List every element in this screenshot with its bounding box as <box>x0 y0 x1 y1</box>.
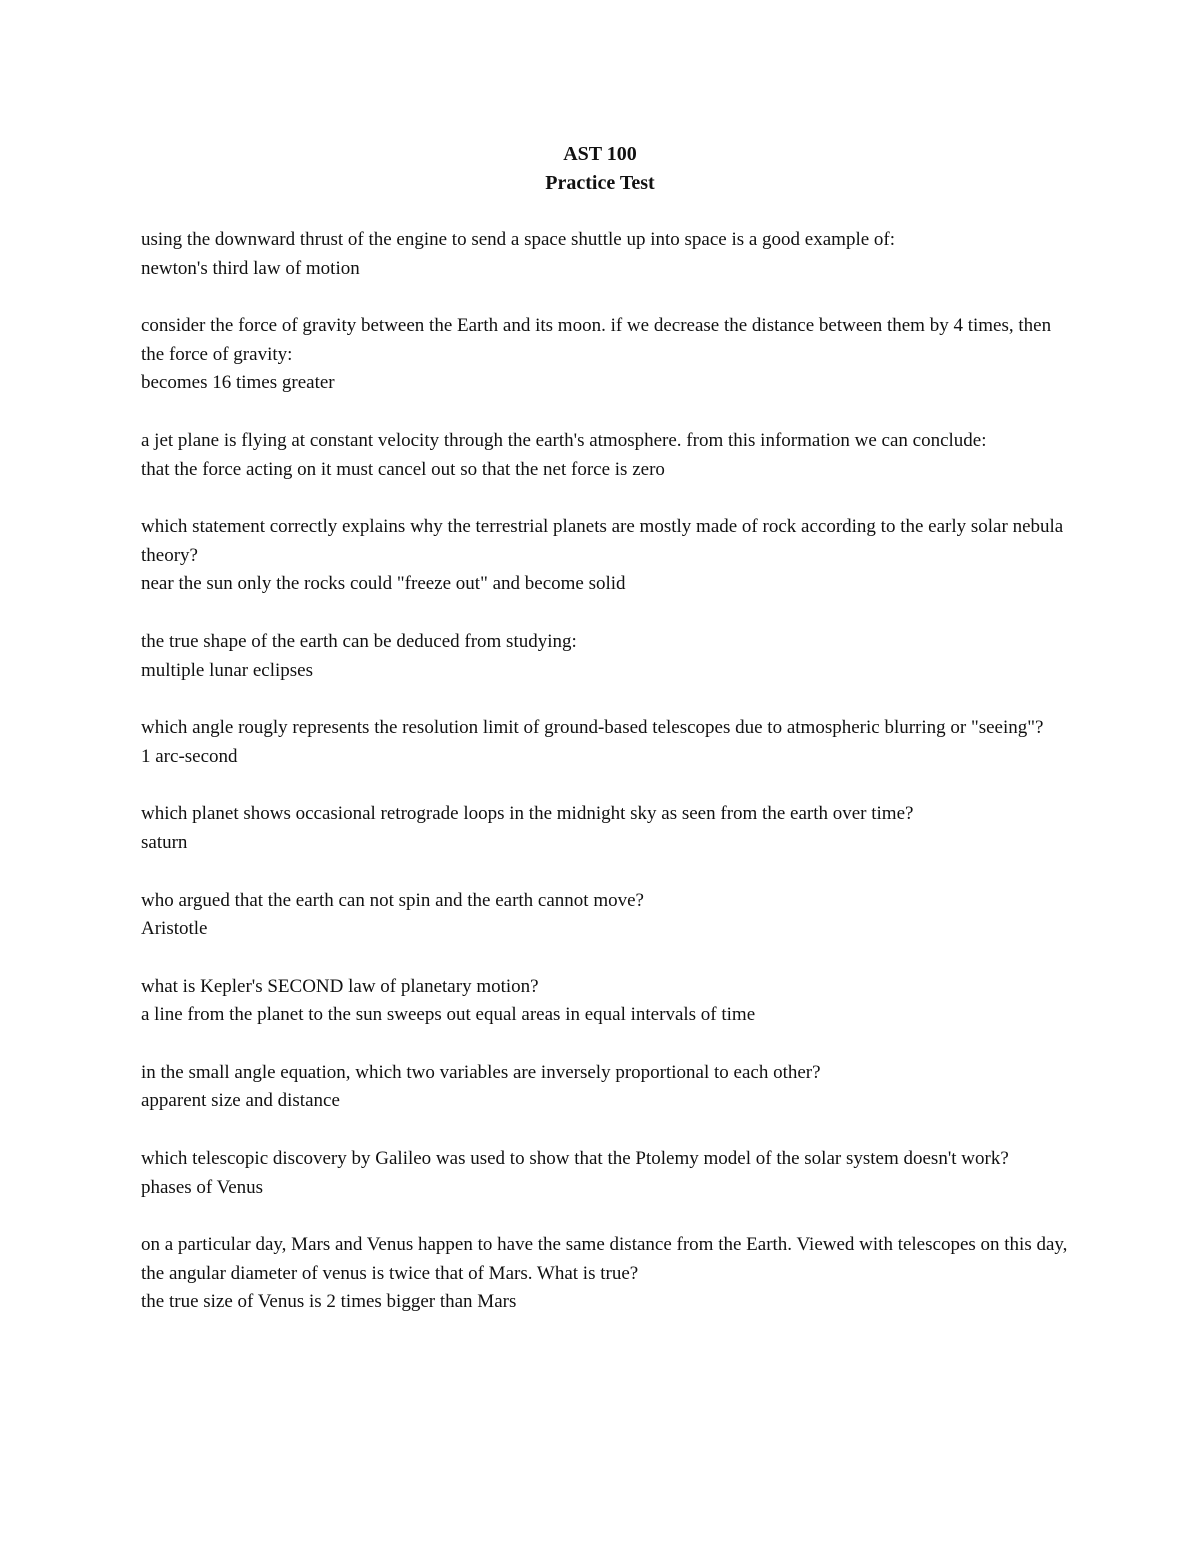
question-text: consider the force of gravity between the Earth and its moon. if we decrease the distance between them by 4 times, then the force of gravity: <box>141 315 1052 365</box>
question-text: which planet shows occasional retrograde loops in the midnight sky as seen from the earth over time? <box>141 803 914 825</box>
question-answer-item <box>141 226 1076 283</box>
answer-text: becomes 16 times greater <box>141 372 335 394</box>
question-answer-item <box>141 1145 1076 1202</box>
answer-text: 1 arc-second <box>141 745 238 767</box>
question-answer-item <box>141 800 1076 857</box>
answer-text: multiple lunar eclipses <box>141 659 314 681</box>
answer-text: phases of Venus <box>141 1176 264 1198</box>
question-list <box>141 226 1076 1346</box>
question-text: what is Kepler's SECOND law of planetary motion? <box>141 975 539 997</box>
document-subtitle: Practice Test <box>545 172 655 194</box>
question-answer-item <box>141 312 1076 398</box>
question-text: which angle rougly represents the resolution limit of ground-based telescopes due to atmospheric blurring or "seeing"? <box>141 717 1044 739</box>
question-answer-item <box>141 714 1076 771</box>
question-text: a jet plane is flying at constant velocity through the earth's atmosphere. from this information we can conclude: <box>141 429 987 451</box>
question-answer-item <box>141 513 1076 599</box>
question-text: using the downward thrust of the engine to send a space shuttle up into space is a good example of: <box>141 229 896 250</box>
answer-text: the true size of Venus is 2 times bigger than Mars <box>141 1291 517 1313</box>
answer-text: saturn <box>141 831 188 853</box>
answer-text: apparent size and distance <box>141 1090 340 1112</box>
question-answer-item <box>141 1231 1076 1317</box>
question-answer-item <box>141 973 1076 1030</box>
answer-text: newton's third law of motion <box>141 257 360 279</box>
answer-text: a line from the planet to the sun sweeps out equal areas in equal intervals of time <box>141 1004 756 1026</box>
question-text: in the small angle equation, which two variables are inversely proportional to each other? <box>141 1061 821 1083</box>
question-answer-item <box>141 628 1076 685</box>
answer-text: Aristotle <box>141 918 208 940</box>
question-text: which telescopic discovery by Galileo was used to show that the Ptolemy model of the solar system doesn't work? <box>141 1148 1009 1170</box>
title-block <box>0 140 1200 198</box>
question-text: who argued that the earth can not spin and the earth cannot move? <box>141 889 644 911</box>
question-text: on a particular day, Mars and Venus happen to have the same distance from the Earth. Viewed with telescopes on this day, the angular diameter of venus is twice that of Mars. What is true? <box>141 1234 1068 1284</box>
question-answer-item <box>141 887 1076 944</box>
answer-text: that the force acting on it must cancel out so that the net force is zero <box>141 458 665 480</box>
question-answer-item <box>141 427 1076 484</box>
question-text: the true shape of the earth can be deduced from studying: <box>141 630 577 652</box>
document-title: AST 100 <box>563 143 637 165</box>
question-text: which statement correctly explains why the terrestrial planets are mostly made of rock according to the early solar nebula theory? <box>141 516 1064 566</box>
question-answer-item <box>141 1059 1076 1116</box>
answer-text: near the sun only the rocks could "freeze out" and become solid <box>141 573 626 595</box>
